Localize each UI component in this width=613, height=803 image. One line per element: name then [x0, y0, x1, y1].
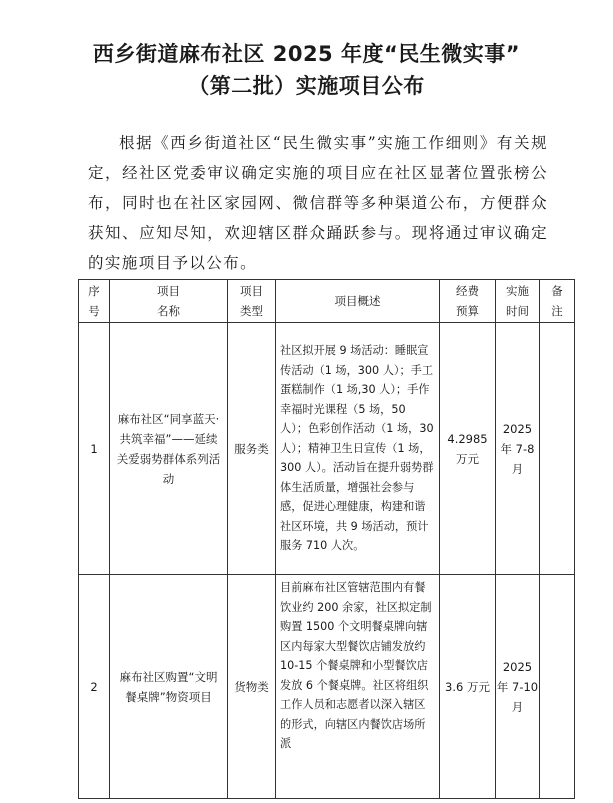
cell-no: 1	[79, 323, 110, 575]
cell-summary: 社区拟开展 9 场活动：睡眠宣传活动（1 场，300 人）；手工蛋糕制作（1 场,30 人）；手作幸福时光课程（5 场，50 人）；色彩创作活动（1 场，30 人）；精神卫生日宣传（1 场，300 人）。活动旨在提升弱势群体生活质量，增强社会参与感，促进心理健康，构建和谐社区环境，共 9 场活动，预计服务 710 人次。	[276, 323, 440, 575]
cell-remark	[540, 323, 575, 575]
table-row	[79, 575, 575, 799]
document-title-line2: （第二批）实施项目公布	[188, 74, 425, 98]
header-type: 项目 类型	[228, 280, 276, 323]
table-header-row	[79, 280, 575, 323]
cell-no: 2	[79, 575, 110, 799]
cell-time: 2025 年 7-10 月	[496, 575, 540, 799]
header-no: 序 号	[79, 280, 110, 323]
cell-budget: 4.2985 万元	[440, 323, 496, 575]
table-row	[79, 323, 575, 575]
cell-name: 麻布社区“同享蓝天·共筑幸福”——延续关爱弱势群体系列活动	[110, 323, 228, 575]
header-summary: 项目概述	[276, 280, 440, 323]
project-table	[78, 279, 575, 799]
cell-budget: 3.6 万元	[440, 575, 496, 799]
cell-time: 2025 年 7-8 月	[496, 323, 540, 575]
document-title-line1: 西乡街道麻布社区 2025 年度“民生微实事”	[92, 42, 521, 66]
cell-summary: 目前麻布社区管辖范围内有餐饮业约 200 余家，社区拟定制购置 1500 个文明餐桌牌向辖区内每家大型餐饮店铺发放约 10-15 个餐桌牌和小型餐饮店发放 6 个餐桌牌。社区将组织工作人员和志愿者以深入辖区的形式，向辖区内餐饮店场所派	[276, 575, 440, 799]
cell-name: 麻布社区购置“文明餐桌牌”物资项目	[110, 575, 228, 799]
header-remark: 备 注	[540, 280, 575, 323]
intro-paragraph: 根据《西乡街道社区“民生微实事”实施工作细则》有关规定，经社区党委审议确定实施的项目应在社区显著位置张榜公布，同时也在社区家园网、微信群等多种渠道公布，方便群众获知、应知尽知，欢迎辖区群众踊跃参与。现将通过审议确定的实施项目予以公布。	[88, 134, 548, 272]
cell-remark	[540, 575, 575, 799]
header-name: 项目 名称	[110, 280, 228, 323]
header-budget: 经费 预算	[440, 280, 496, 323]
header-time: 实施 时间	[496, 280, 540, 323]
cell-type: 服务类	[228, 323, 276, 575]
cell-type: 货物类	[228, 575, 276, 799]
